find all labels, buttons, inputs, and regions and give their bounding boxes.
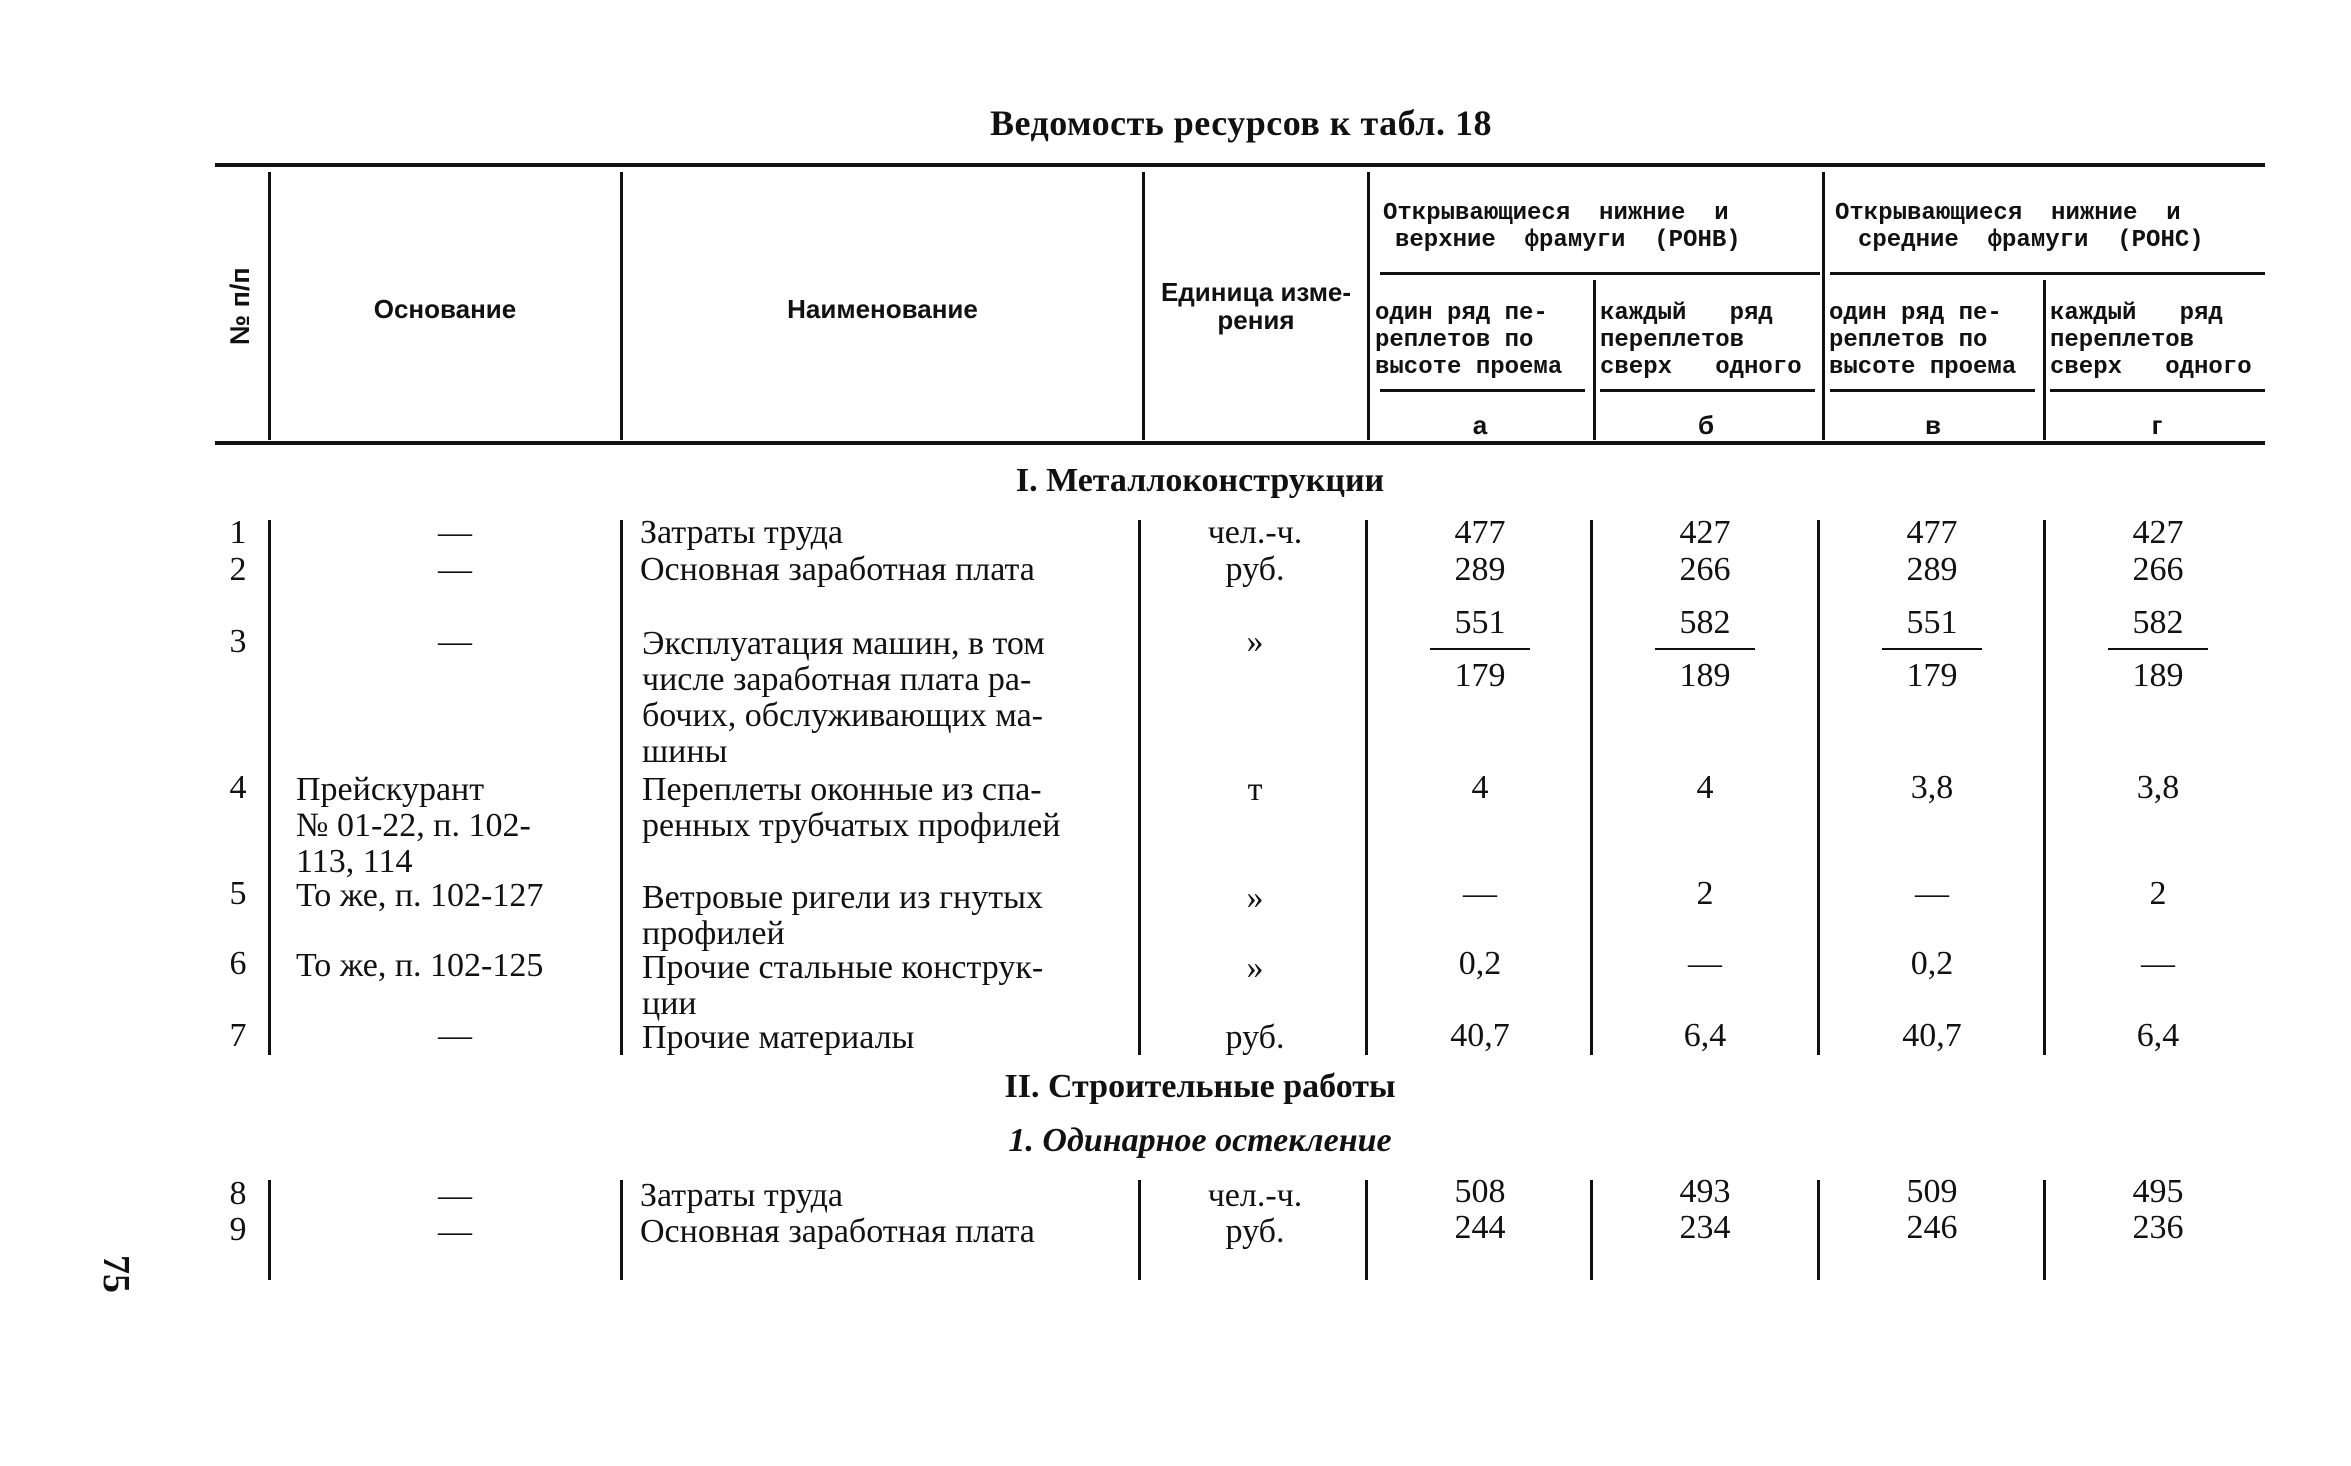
body2-vline-2 [620, 1180, 623, 1280]
group2-header-l2: средние фрамуги (РОНС) [1858, 227, 2204, 254]
table-title: Ведомость ресурсов к табл. 18 [990, 103, 1492, 143]
row8-name: Затраты труда [640, 1177, 844, 1214]
row3-c-bot: 179 [1906, 657, 1958, 694]
header-bottom-rule [215, 441, 2265, 445]
row9-name: Основная заработная плата [640, 1213, 1035, 1250]
row1-b: 427 [1679, 514, 1731, 551]
row5-num: 5 [229, 875, 247, 912]
body-vline-2 [620, 520, 623, 1055]
row5-d: 2 [2149, 875, 2167, 912]
row4-base-l1: Прейскурант [296, 771, 485, 808]
row5-name-l2: профилей [642, 915, 785, 952]
sub-d-l3: сверх одного [2050, 354, 2252, 381]
sub-rule-d [2050, 389, 2265, 392]
sub-c-l1: один ряд пе- [1829, 300, 2002, 327]
row4-base-l3: 113, 114 [296, 843, 413, 880]
row2-c: 289 [1906, 551, 1958, 588]
row5-name-l1: Ветровые ригели из гнутых [642, 879, 1043, 916]
body-vline-6 [1817, 520, 1820, 1055]
hdr-vline-7 [2043, 280, 2046, 440]
body2-vline-6 [1817, 1180, 1820, 1280]
sub-b-l2: переплетов [1600, 327, 1745, 354]
letter-d: г [2151, 410, 2163, 440]
row1-c: 477 [1906, 514, 1958, 551]
hdr-vline-5 [1822, 172, 1825, 440]
row9-base: — [438, 1213, 472, 1250]
row1-base: — [438, 514, 472, 551]
body-vline-1 [268, 520, 271, 1055]
sub-c-l3: высоте проема [1829, 354, 2017, 381]
sub-d-l2: переплетов [2050, 327, 2195, 354]
col-name-header: Наименование [787, 294, 978, 324]
sub-c-l2: реплетов по [1829, 327, 1988, 354]
hdr-vline-4 [1367, 172, 1370, 440]
row3-b-fraction-line [1655, 648, 1755, 650]
row9-a: 244 [1454, 1209, 1506, 1246]
sub-a-l1: один ряд пе- [1375, 300, 1548, 327]
body-vline-7 [2043, 520, 2046, 1055]
row1-a: 477 [1454, 514, 1506, 551]
body-vline-3 [1138, 520, 1141, 1055]
row4-c: 3,8 [1910, 769, 1954, 806]
body2-vline-3 [1138, 1180, 1141, 1280]
section-1-heading: I. Металлоконструкции [1015, 462, 1385, 499]
col-num-header: № п/п [225, 267, 255, 345]
group2-rule [1830, 272, 2265, 275]
row6-unit: » [1246, 949, 1264, 986]
row5-c: — [1915, 875, 1949, 912]
col-unit-header-l2: рения [1217, 305, 1295, 335]
row6-name-l2: ции [642, 985, 697, 1022]
body2-vline-1 [268, 1180, 271, 1280]
row4-base-l2: № 01-22, п. 102- [296, 807, 531, 844]
group2-header-l1: Открывающиеся нижние и [1835, 200, 2181, 227]
sub-b-l1: каждый ряд [1600, 300, 1773, 327]
sub-a-l2: реплетов по [1375, 327, 1534, 354]
row9-c: 246 [1906, 1209, 1958, 1246]
col-base-header: Основание [373, 294, 517, 324]
row7-a: 40,7 [1450, 1017, 1510, 1054]
col-unit-header-l1: Единица изме- [1160, 277, 1352, 307]
row3-d-bot: 189 [2132, 657, 2184, 694]
section-2-heading: II. Строительные работы [1004, 1068, 1396, 1105]
row5-b: 2 [1696, 875, 1714, 912]
body2-vline-7 [2043, 1180, 2046, 1280]
row3-name-l2: числе заработная плата ра- [642, 661, 1032, 698]
group1-header-l1: Открывающиеся нижние и [1383, 200, 1729, 227]
row9-b: 234 [1679, 1209, 1731, 1246]
row7-name: Прочие материалы [642, 1019, 915, 1056]
row3-a-top: 551 [1454, 604, 1506, 641]
row3-b-bot: 189 [1679, 657, 1731, 694]
row7-unit: руб. [1225, 1019, 1285, 1056]
sub-a-l3: высоте проема [1375, 354, 1563, 381]
row6-base: То же, п. 102-125 [296, 947, 544, 984]
row6-num: 6 [229, 945, 247, 982]
row6-c: 0,2 [1910, 945, 1954, 982]
row3-num: 3 [229, 623, 247, 660]
row1-d: 427 [2132, 514, 2184, 551]
row8-b: 493 [1679, 1173, 1731, 1210]
row3-c-top: 551 [1906, 604, 1958, 641]
sub-rule-b [1600, 389, 1815, 392]
row3-c-fraction-line [1882, 648, 1982, 650]
letter-b: б [1697, 410, 1715, 440]
row6-a: 0,2 [1458, 945, 1502, 982]
row3-a-fraction-line [1430, 648, 1530, 650]
row3-base: — [438, 623, 472, 660]
row3-b-top: 582 [1679, 604, 1731, 641]
row2-num: 2 [229, 551, 247, 588]
row8-a: 508 [1454, 1173, 1506, 1210]
page-number: 75 [95, 1255, 137, 1293]
row8-base: — [438, 1177, 472, 1214]
body2-vline-5 [1590, 1180, 1593, 1280]
row7-base: — [438, 1017, 472, 1054]
body-vline-5 [1590, 520, 1593, 1055]
row2-base: — [438, 551, 472, 588]
subsection-2-1-heading: 1. Одинарное остекление [1008, 1122, 1392, 1159]
row3-name-l4: шины [642, 733, 728, 770]
row3-d-fraction-line [2108, 648, 2208, 650]
row2-name: Основная заработная плата [640, 551, 1035, 588]
hdr-vline-1 [268, 172, 271, 440]
row5-a: — [1463, 875, 1497, 912]
row8-c: 509 [1906, 1173, 1958, 1210]
row1-name: Затраты труда [640, 514, 844, 551]
body-vline-4 [1365, 520, 1368, 1055]
sub-b-l3: сверх одного [1600, 354, 1802, 381]
row8-num: 8 [229, 1175, 247, 1212]
row4-num: 4 [229, 769, 247, 806]
row1-unit: чел.-ч. [1207, 514, 1303, 551]
row8-d: 495 [2132, 1173, 2184, 1210]
row6-d: — [2141, 945, 2175, 982]
row8-unit: чел.-ч. [1207, 1177, 1303, 1214]
sub-rule-a [1380, 389, 1585, 392]
sub-d-l1: каждый ряд [2050, 300, 2223, 327]
row7-c: 40,7 [1902, 1017, 1962, 1054]
row9-num: 9 [229, 1211, 247, 1248]
row4-name-l1: Переплеты оконные из спа- [642, 771, 1042, 808]
row7-d: 6,4 [2136, 1017, 2180, 1054]
row3-d-top: 582 [2132, 604, 2184, 641]
row4-unit: т [1247, 771, 1263, 808]
letter-c: в [1925, 410, 1941, 440]
row9-unit: руб. [1225, 1213, 1285, 1250]
group1-header-l2: верхние фрамуги (РОНВ) [1395, 227, 1741, 254]
hdr-vline-2 [620, 172, 623, 440]
row6-name-l1: Прочие стальные конструк- [642, 949, 1044, 986]
row2-b: 266 [1679, 551, 1731, 588]
row3-name-l1: Эксплуатация машин, в том [642, 625, 1045, 662]
row3-name-l3: бочих, обслуживающих ма- [642, 697, 1043, 734]
row2-d: 266 [2132, 551, 2184, 588]
row4-name-l2: ренных трубчатых профилей [642, 807, 1061, 844]
row5-base: То же, п. 102-127 [296, 877, 544, 914]
letter-a: а [1472, 410, 1488, 440]
row4-b: 4 [1696, 769, 1714, 806]
body2-vline-4 [1365, 1180, 1368, 1280]
header-top-rule [215, 163, 2265, 167]
row4-a: 4 [1471, 769, 1489, 806]
row2-a: 289 [1454, 551, 1506, 588]
row7-b: 6,4 [1683, 1017, 1727, 1054]
row3-unit: » [1246, 623, 1264, 660]
row7-num: 7 [229, 1017, 247, 1054]
row3-a-bot: 179 [1454, 657, 1506, 694]
row9-d: 236 [2132, 1209, 2184, 1246]
group1-rule [1380, 272, 1820, 275]
row1-num: 1 [229, 514, 247, 551]
row2-unit: руб. [1225, 551, 1285, 588]
row6-b: — [1688, 945, 1722, 982]
sub-rule-c [1830, 389, 2035, 392]
row4-d: 3,8 [2136, 769, 2180, 806]
row5-unit: » [1246, 879, 1264, 916]
